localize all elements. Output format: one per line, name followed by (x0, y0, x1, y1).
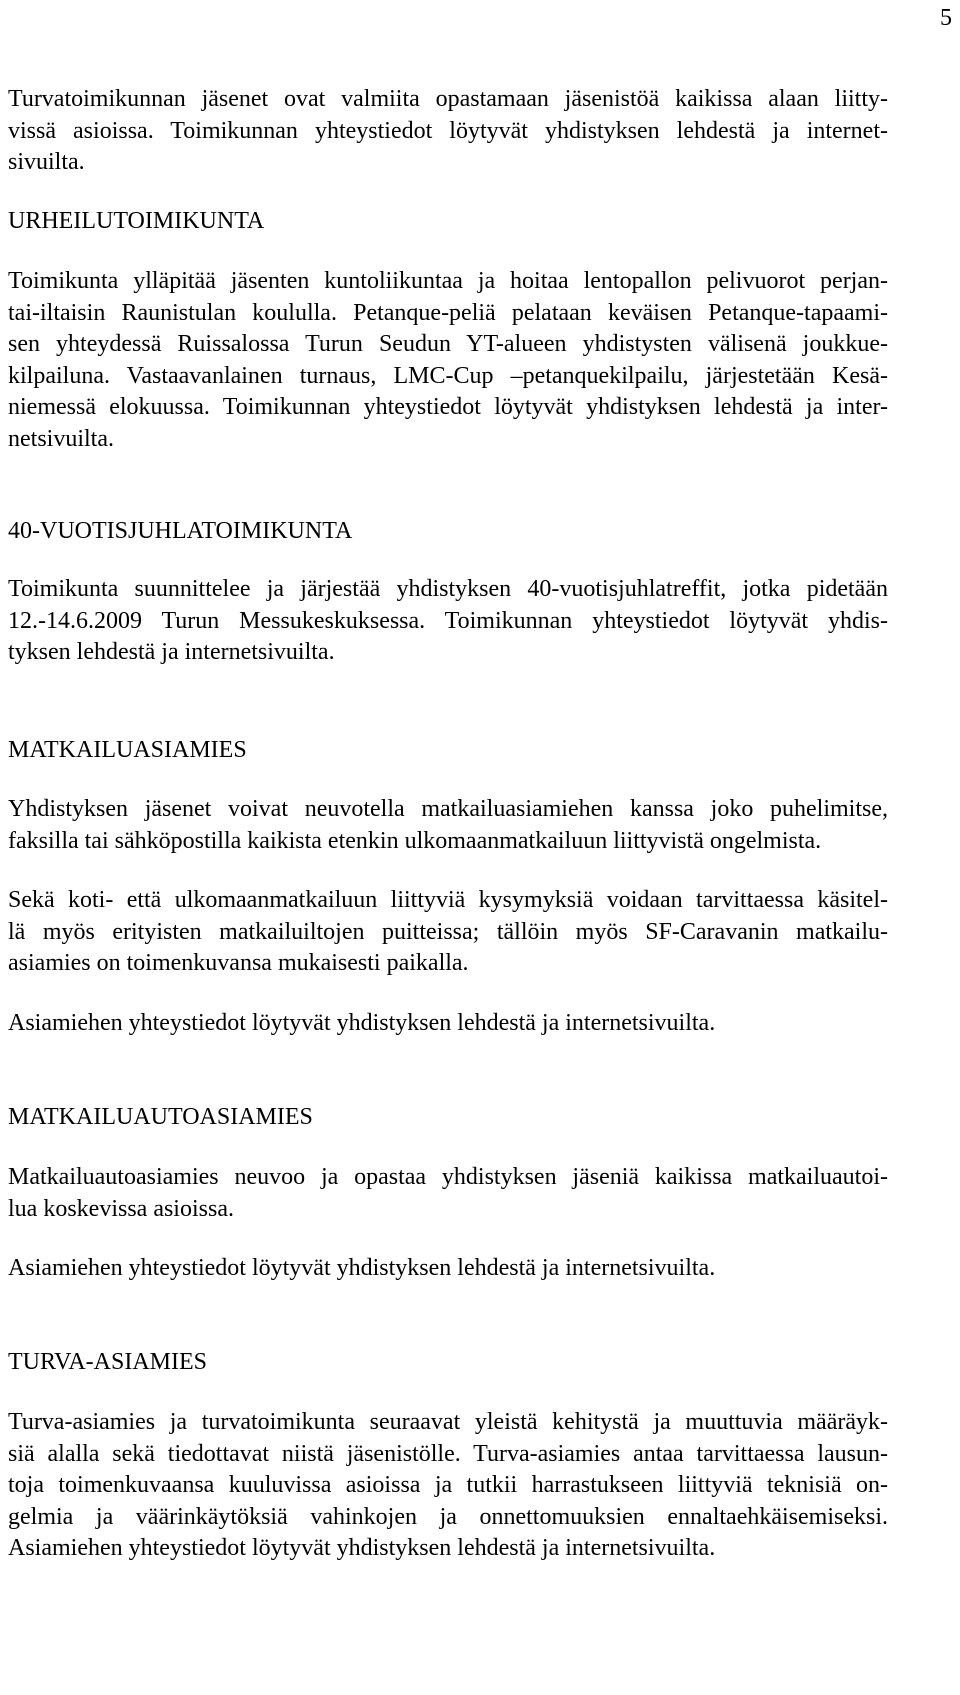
text-line: Yhdistyksen jäsenet voivat neuvotella matkailuasiamiehen kanssa joko puhelimitse, (8, 796, 888, 822)
text-line: lua koskevissa asioissa. (8, 1195, 234, 1222)
text-line: toja toimenkuvaansa kuuluvissa asioissa ja tutkii harrastukseen liittyviä teknisiä on- (8, 1472, 888, 1498)
text-line: vissä asioissa. Toimikunnan yhteystiedot löytyvät yhdistyksen lehdestä ja internet- (8, 117, 888, 144)
heading-40-vuotisjuhlatoimikunta: 40-VUOTISJUHLATOIMIKUNTA (8, 518, 353, 544)
text-line: faksilla tai sähköpostilla kaikista etenkin ulkomaanmatkailuun liittyvistä ongelmista. (8, 827, 822, 854)
text-line: siä alalla sekä tiedottavat niistä jäsenistölle. Turva-asiamies antaa tarvittaessa lausun- (8, 1440, 888, 1467)
text-line: tai-iltaisin Raunistulan koululla. Petanque-peliä pelataan keväisen Petanque-tapaami- (8, 299, 888, 326)
paragraph-turvatoimikunta (8, 84, 888, 179)
paragraph-urheilutoimikunta (8, 266, 888, 455)
text-line: Matkailuautoasiamies neuvoo ja opastaa yhdistyksen jäseniä kaikissa matkailuautoi- (8, 1164, 888, 1190)
paragraph-matkailuasiamies-1 (8, 794, 888, 857)
paragraph-turva-asiamies (8, 1407, 888, 1565)
text-line: Asiamiehen yhteystiedot löytyvät yhdistyksen lehdestä ja internetsivuilta. (8, 1255, 716, 1281)
text-line: Toimikunta suunnittelee ja järjestää yhdistyksen 40-vuotisjuhlatreffit, jotka pidetään (8, 576, 888, 602)
heading-matkailuasiamies: MATKAILUASIAMIES (8, 737, 247, 763)
heading-urheilutoimikunta: URHEILUTOIMIKUNTA (8, 208, 265, 234)
text-line: netsivuilta. (8, 425, 114, 452)
heading-turva-asiamies: TURVA-ASIAMIES (8, 1349, 207, 1375)
paragraph-matkailuautoasiamies-2 (8, 1253, 888, 1285)
text-line: Turvatoimikunnan jäsenet ovat valmiita opastamaan jäsenistöä kaikissa alaan liitty- (8, 86, 888, 112)
text-line: lä myös erityisten matkailuiltojen puitteissa; tällöin myös SF-Caravanin matkailu- (8, 918, 888, 945)
text-line: gelmia ja väärinkäytöksiä vahinkojen ja onnettomuuksien ennaltaehkäisemiseksi. (8, 1503, 888, 1530)
text-line: 12.-14.6.2009 Turun Messukeskuksessa. Toimikunnan yhteystiedot löytyvät yhdis- (8, 607, 888, 634)
text-line: Sekä koti- että ulkomaanmatkailuun liittyviä kysymyksiä voidaan tarvittaessa käsitel- (8, 887, 888, 913)
text-line: sen yhteydessä Ruissalossa Turun Seudun YT-alueen yhdistysten välisenä joukkue- (8, 331, 888, 357)
text-line: tyksen lehdestä ja internetsivuilta. (8, 639, 335, 665)
text-line: asiamies on toimenkuvansa mukaisesti paikalla. (8, 950, 469, 976)
text-line: Asiamiehen yhteystiedot löytyvät yhdistyksen lehdestä ja internetsivuilta. (8, 1010, 716, 1036)
page-number: 5 (940, 5, 952, 31)
paragraph-matkailuasiamies-2 (8, 885, 888, 980)
paragraph-matkailuautoasiamies-1 (8, 1162, 888, 1225)
text-line: kilpailuna. Vastaavanlainen turnaus, LMC-Cup –petanquekilpailu, järjestetään Kesä- (8, 362, 888, 389)
paragraph-matkailuasiamies-3 (8, 1008, 888, 1040)
text-line: sivuilta. (8, 149, 85, 175)
text-line: Turva-asiamies ja turvatoimikunta seuraavat yleistä kehitystä ja muuttuvia määräyk- (8, 1409, 888, 1435)
text-line: niemessä elokuussa. Toimikunnan yhteystiedot löytyvät yhdistyksen lehdestä ja inter- (8, 394, 888, 420)
heading-matkailuautoasiamies: MATKAILUAUTOASIAMIES (8, 1104, 313, 1130)
text-line: Toimikunta ylläpitää jäsenten kuntoliikuntaa ja hoitaa lentopallon pelivuorot perjan- (8, 268, 888, 294)
paragraph-40-vuotisjuhlatoimikunta (8, 574, 888, 669)
text-line: Asiamiehen yhteystiedot löytyvät yhdistyksen lehdestä ja internetsivuilta. (8, 1535, 716, 1561)
